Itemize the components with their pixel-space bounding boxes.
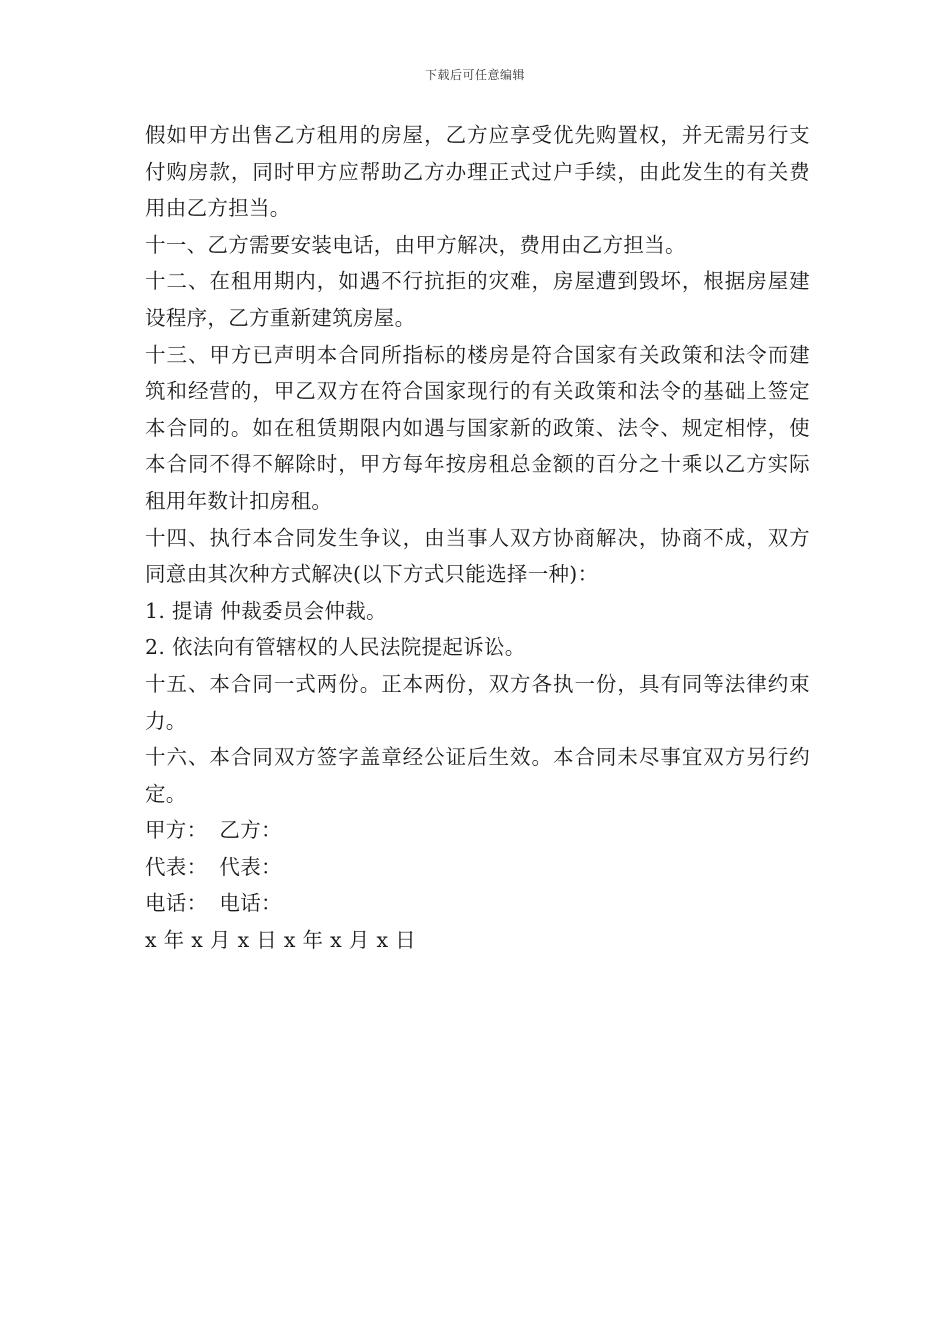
rep-a-label: 代表： <box>145 854 208 879</box>
signature-party-row <box>145 812 810 849</box>
signature-date-row <box>145 922 810 959</box>
paragraph-option-1: 1. 提请 仲裁委员会仲裁。 <box>145 598 387 623</box>
phone-a-label: 电话： <box>145 891 208 916</box>
paragraph-option-2: 2. 依法向有管辖权的人民法院提起诉讼。 <box>145 635 526 660</box>
rep-b-label: 代表： <box>219 854 282 879</box>
paragraph-clause-13: 十三、甲方已声明本合同所指标的楼房是符合国家有关政策和法令而建筑和经营的，甲乙双方在符合国家现行的有关政策和法令的基础上签定本合同的。如在租赁期限内如遇与国家新的政策、法令、规定相悖，使本合同不得不解除时，甲方每年按房租总金额的百分之十乘以乙方实际租用年数计扣房租。 <box>145 342 810 513</box>
signature-rep-row <box>145 849 810 886</box>
signature-phone-row <box>145 885 810 922</box>
paragraph-clause-11: 十一、乙方需要安装电话，由甲方解决，费用由乙方担当。 <box>145 232 686 257</box>
paragraph-clause-16: 十六、本合同双方签字盖章经公证后生效。本合同未尽事宜双方另行约定。 <box>145 745 810 806</box>
date-line: x 年 x 月 x 日 x 年 x 月 x 日 <box>145 928 416 953</box>
party-b-label: 乙方： <box>219 818 282 843</box>
paragraph-purchase-right: 假如甲方出售乙方租用的房屋，乙方应享受优先购置权，并无需另行支付购房款，同时甲方应帮助乙方办理正式过户手续，由此发生的有关费用由乙方担当。 <box>145 123 810 221</box>
party-a-label: 甲方： <box>145 818 208 843</box>
phone-b-label: 电话： <box>219 891 282 916</box>
contract-body <box>145 117 810 959</box>
paragraph-clause-14: 十四、执行本合同发生争议，由当事人双方协商解决，协商不成，双方同意由其次种方式解决(以下方式只能选择一种)： <box>145 525 810 587</box>
page-header: 下载后可任意编辑 <box>424 68 525 82</box>
paragraph-clause-15: 十五、本合同一式两份。正本两份，双方各执一份，具有同等法律约束力。 <box>145 671 810 733</box>
paragraph-clause-12: 十二、在租用期内，如遇不行抗拒的灾难，房屋遭到毁坏，根据房屋建设程序，乙方重新建筑房屋。 <box>145 269 810 330</box>
